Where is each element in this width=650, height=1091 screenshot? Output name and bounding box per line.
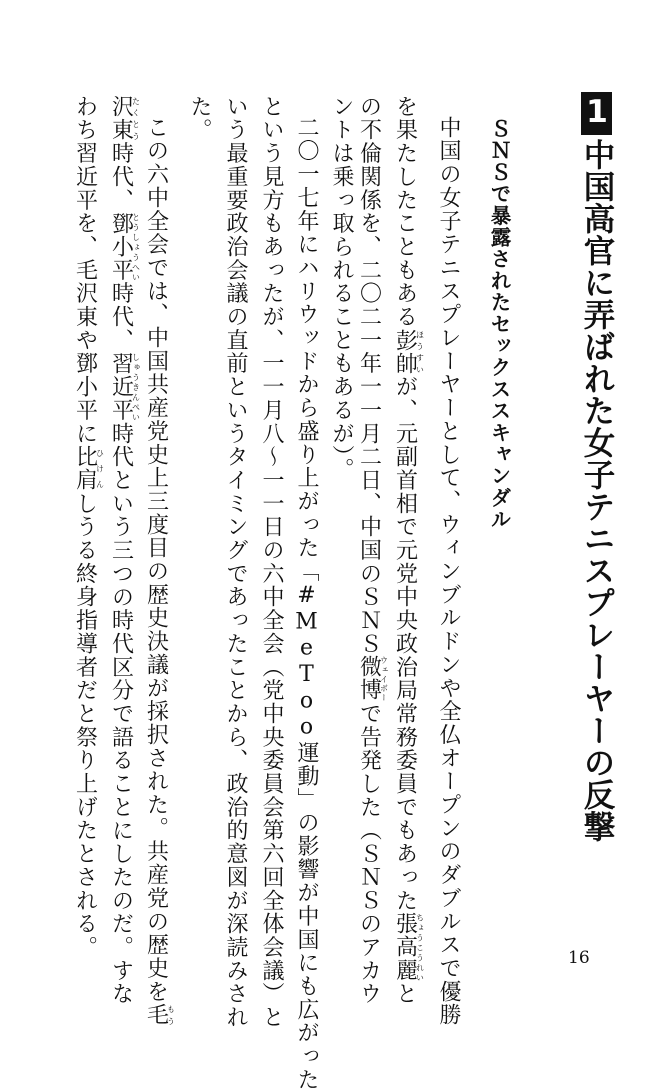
section-number-badge: 1: [581, 92, 613, 135]
body-line-1: 中国の女子テニスプレーヤーとして、ウィンブルドンや全仏オープンのダブルスで優勝: [436, 116, 461, 1027]
body-line-11: わち習近平を、毛沢東や鄧小平に比肩ひけんしうる終身指導者だと祭り上げたとされる。: [72, 95, 105, 959]
section-heading: [581, 92, 613, 843]
body-line-9: この六中全会では、中国共産党史上三度目の歴史決議が採択された。共産党の歴史を毛もう: [143, 116, 176, 1027]
page-number: 16: [568, 948, 590, 968]
body-line-4: ントは乗っ取られることもあるが）。: [329, 95, 354, 481]
body-line-10: 沢東たくとう時代、鄧小平とうしょうへい時代、習近平しゅうきんぺい時代という三つの時代区分で語ることにしたのだ。すな: [108, 95, 141, 1006]
body-line-7: いう最重要政治会議の直前というタイミングであったことから、政治的意図が深読みされ: [223, 95, 248, 1029]
body-line-2: を果たしたこともある彭帥ほうすいが、元副首相で元党中央政治局常務委員でもあった張高麗ちょうこうれいと: [392, 95, 425, 1006]
body-line-6: という見方もあったが、一一月八～一一日の六中全会（党中央委員会第六回全体会議）と: [259, 95, 284, 1029]
body-line-5: 二〇一七年にハリウッドから盛り上がった「#MeToo運動」の影響が中国にも広がった: [294, 116, 319, 1091]
section-title: 中国高官に弄ばれた女子テニスプレーヤーの反撃: [579, 138, 615, 843]
subsection-heading: ＳＮＳで暴露されたセックススキャンダル: [487, 118, 511, 531]
body-line-8: た。: [187, 95, 212, 142]
body-line-3: の不倫関係を、二〇二一年一一月二日、中国のＳＮＳ微博ウェイボーで告発した（ＳＮＳのアカウ: [356, 95, 389, 1006]
